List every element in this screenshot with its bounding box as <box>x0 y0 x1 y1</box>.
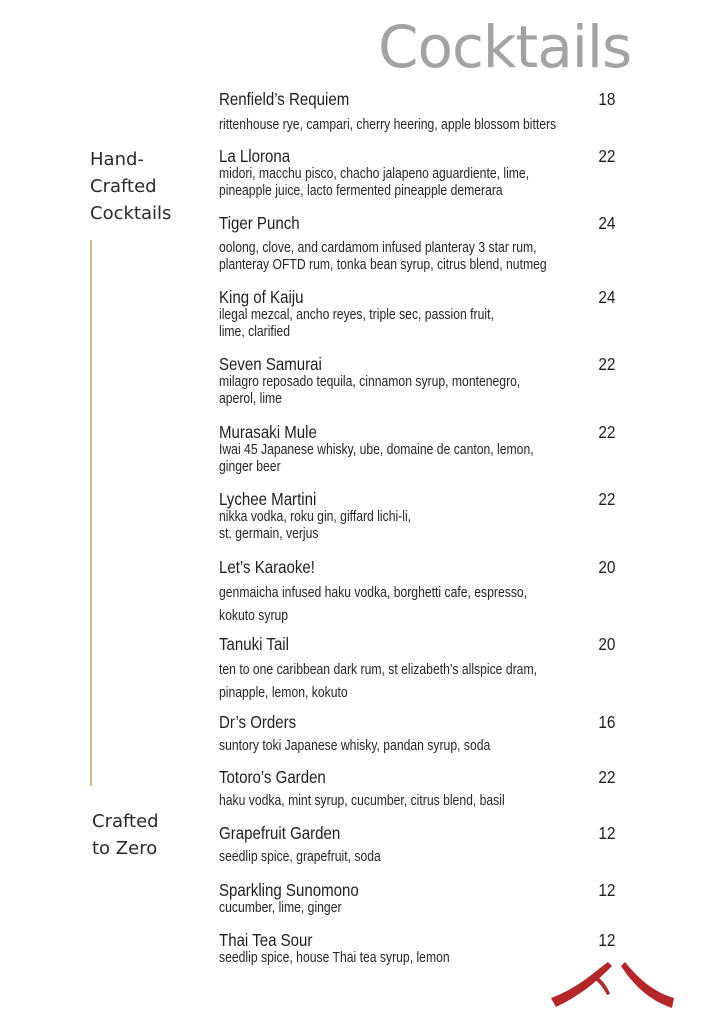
item-desc: Iwai 45 Japanese whisky, ube, domaine de canton, lemon, <box>219 442 534 458</box>
section-label-line: to Zero <box>92 838 158 859</box>
menu-item <box>219 823 669 866</box>
menu-item <box>219 634 669 705</box>
item-desc: rittenhouse rye, campari, cherry heering, apple blossom bitters <box>219 117 557 133</box>
menu-item <box>219 422 669 476</box>
item-desc: planteray OFTD rum, tonka bean syrup, citrus blend, nutmeg <box>219 257 547 273</box>
item-price: 22 <box>597 146 615 166</box>
menu-item <box>219 89 669 134</box>
item-desc: ten to one caribbean dark rum, st elizabeth’s allspice dram, <box>219 662 537 678</box>
section-label-crafted-to-zero <box>92 808 159 862</box>
item-price: 24 <box>597 213 615 233</box>
item-desc: seedlip spice, grapefruit, soda <box>219 849 381 865</box>
item-desc: nikka vodka, roku gin, giffard lichi-li, <box>219 509 412 525</box>
item-name: Sparkling Sunomono <box>219 880 359 900</box>
menu-item <box>219 354 669 408</box>
item-name: La Llorona <box>219 146 291 166</box>
restaurant-logo-icon <box>548 958 678 1014</box>
item-desc: milagro reposado tequila, cinnamon syrup, montenegro, <box>219 374 521 390</box>
section-label-line: Crafted <box>90 176 157 197</box>
item-name: Grapefruit Garden <box>219 823 341 843</box>
section-label-line: Cocktails <box>90 203 172 224</box>
menu-item <box>219 146 669 200</box>
item-desc: pinapple, lemon, kokuto <box>219 685 348 701</box>
item-name: King of Kaiju <box>219 287 304 307</box>
menu-item <box>219 880 669 917</box>
item-name: Let’s Karaoke! <box>219 557 315 577</box>
item-price: 22 <box>597 489 615 509</box>
item-desc: lime, clarified <box>219 324 291 340</box>
logo-right-stroke <box>621 962 674 1008</box>
item-price: 12 <box>597 930 615 950</box>
item-desc: cucumber, lime, ginger <box>219 900 342 916</box>
item-desc: oolong, clove, and cardamom infused planteray 3 star rum, <box>219 240 537 256</box>
item-desc: suntory toki Japanese whisky, pandan syrup, soda <box>219 738 491 754</box>
page-title: Cocktails <box>378 13 632 81</box>
item-name: Renfield’s Requiem <box>219 89 350 109</box>
item-name: Thai Tea Sour <box>219 930 313 950</box>
item-name: Lychee Martini <box>219 489 317 509</box>
item-name: Seven Samurai <box>219 354 322 374</box>
item-price: 22 <box>597 422 615 442</box>
section-label-line: Crafted <box>92 811 159 832</box>
item-price: 12 <box>597 823 615 843</box>
section-divider-line <box>90 240 92 786</box>
item-price: 24 <box>597 287 615 307</box>
section-label-line: Hand- <box>90 149 144 170</box>
logo-left-tick <box>594 976 610 995</box>
item-price: 20 <box>597 634 615 654</box>
menu-item <box>219 712 669 755</box>
item-name: Dr’s Orders <box>219 712 297 732</box>
menu-item <box>219 213 669 274</box>
item-desc: genmaicha infused haku vodka, borghetti cafe, espresso, <box>219 585 528 601</box>
item-price: 20 <box>597 557 615 577</box>
item-desc: midori, macchu pisco, chacho jalapeno aguardiente, lime, <box>219 166 530 182</box>
section-label-hand-crafted <box>90 146 171 227</box>
menu-item <box>219 287 669 341</box>
item-desc: haku vodka, mint syrup, cucumber, citrus blend, basil <box>219 793 505 809</box>
menu-item <box>219 767 669 810</box>
item-desc: ginger beer <box>219 459 281 475</box>
menu-item <box>219 489 669 543</box>
item-price: 22 <box>597 354 615 374</box>
item-name: Murasaki Mule <box>219 422 317 442</box>
item-price: 22 <box>597 767 615 787</box>
item-name: Totoro’s Garden <box>219 767 326 787</box>
item-desc: kokuto syrup <box>219 608 289 624</box>
item-desc: pineapple juice, lacto fermented pineapple demerara <box>219 183 503 199</box>
item-desc: seedlip spice, house Thai tea syrup, lemon <box>219 950 450 966</box>
menu-item <box>219 557 669 628</box>
item-name: Tanuki Tail <box>219 634 289 654</box>
item-name: Tiger Punch <box>219 213 300 233</box>
item-desc: aperol, lime <box>219 391 282 407</box>
item-desc: ilegal mezcal, ancho reyes, triple sec, passion fruit, <box>219 307 494 323</box>
item-price: 18 <box>597 89 615 109</box>
item-price: 12 <box>597 880 615 900</box>
item-desc: st. germain, verjus <box>219 526 319 542</box>
item-price: 16 <box>597 712 615 732</box>
